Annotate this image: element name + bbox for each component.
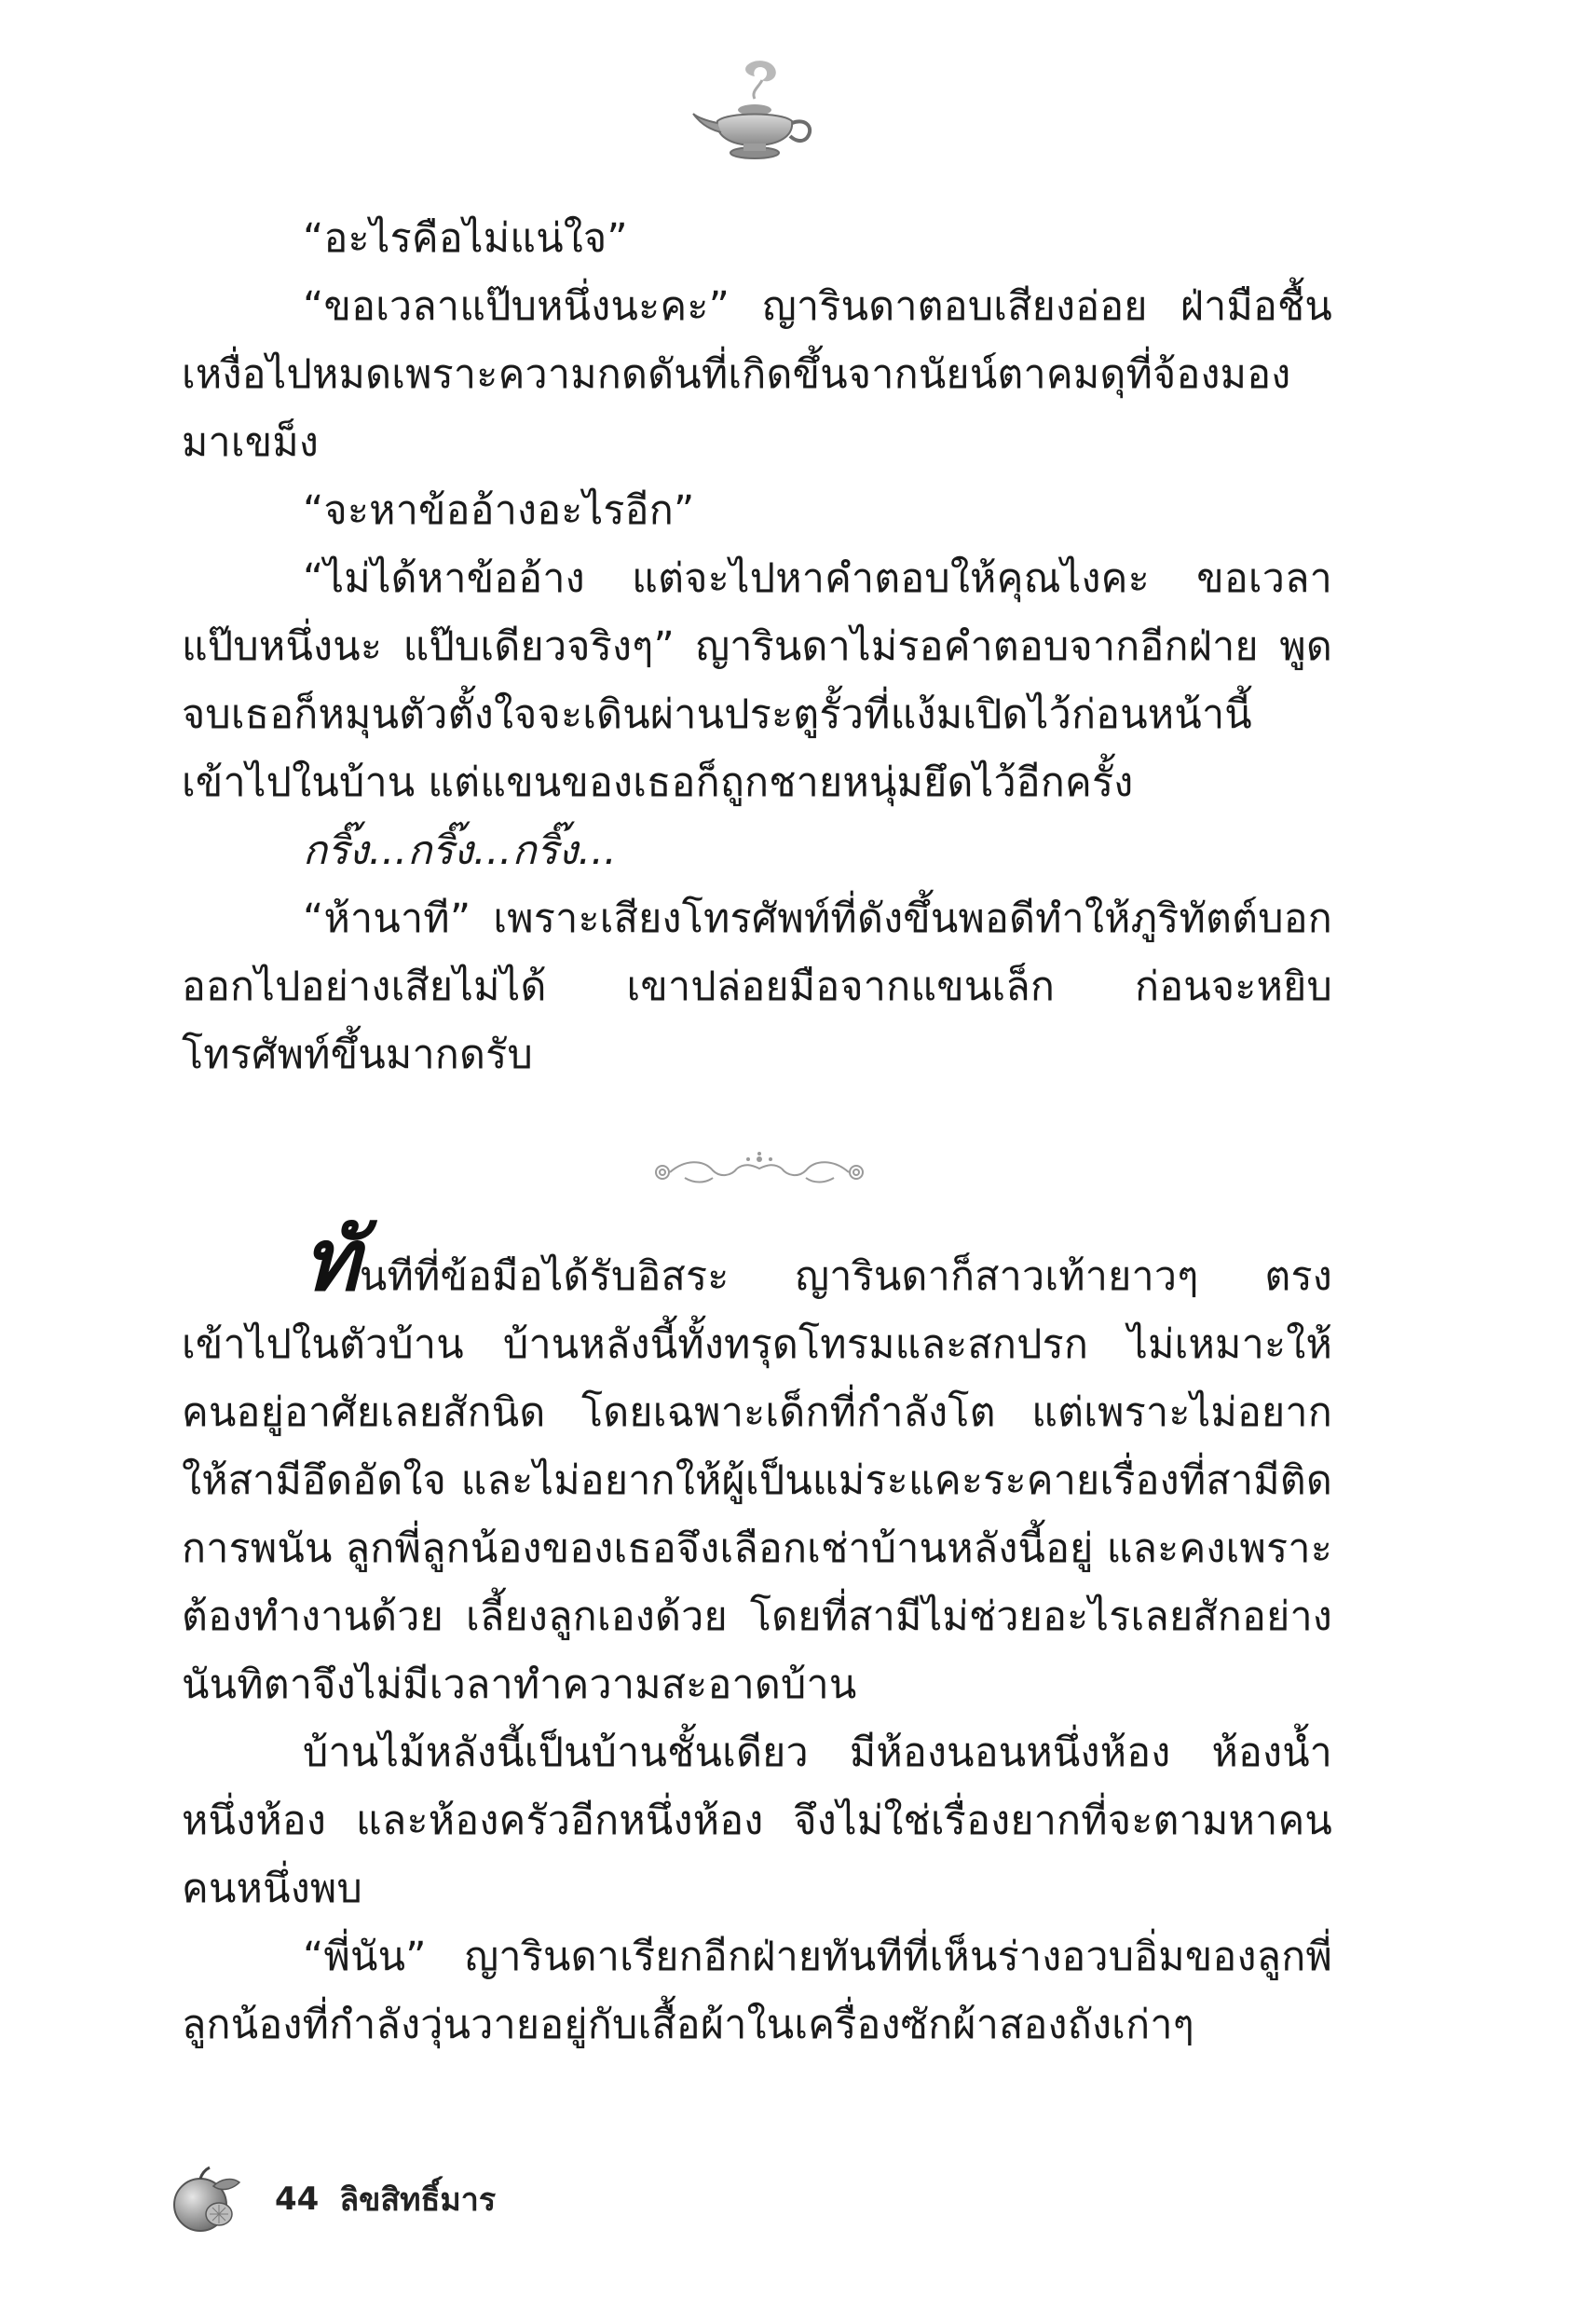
paragraph: “จะหาข้ออ้างอะไรอีก”	[303, 487, 695, 534]
fruit-icon	[163, 2162, 247, 2236]
genie-lamp-icon	[689, 56, 820, 168]
paragraph: บ้านไม้หลังนี้เป็นบ้านชั้นเดียว มีห้องนอนหนึ่งห้อง ห้องน้ำหนึ่งห้อง และห้องครัวอีกหนึ่งห้อง จึงไม่ใช่เรื่องยากที่จะตามหาคนคนหนึ่งพบ	[182, 1730, 1332, 1912]
paragraph: “พี่นัน” ญารินดาเรียกอีกฝ่ายทันทีที่เห็นร่างอวบอิ่มของลูกพี่ลูกน้องที่กำลังวุ่นวายอยู่กับเสื้อผ้าในเครื่องซักผ้าสองถังเก่าๆ	[182, 1934, 1332, 2048]
paragraph: “ห้านาที” เพราะเสียงโทรศัพท์ที่ดังขึ้นพอดีทำให้ภูริทัตต์บอกออกไปอย่างเสียไม่ได้ เขาปล่อยมือจากแขนเล็ก ก่อนจะหยิบโทรศัพท์ขึ้นมากดรับ	[182, 896, 1332, 1078]
dropcap: ทั	[303, 1210, 360, 1310]
paragraph-dropcap	[182, 1210, 1332, 1719]
page-footer	[163, 2162, 496, 2236]
book-title: ลิขสิทธิ์มาร	[339, 2181, 497, 2219]
paragraph-phone-ring: กริ๊ง...กริ๊ง...กริ๊ง...	[303, 827, 617, 874]
paragraph: “ไม่ได้หาข้ออ้าง แต่จะไปหาคำตอบให้คุณไงคะ ขอเวลาแป๊บหนึ่งนะ แป๊บเดียวจริงๆ” ญารินดาไม่รอคำตอบจากอีกฝ่าย พูดจบเธอก็หมุนตัวตั้งใจจะเดินผ่านประตูรั้วที่แง้มเปิดไว้ก่อนหน้านี้เข้าไปในบ้าน แต่แขนของเธอก็ถูกชายหนุ่มยึดไว้อีกครั้ง	[182, 555, 1332, 806]
paragraph: “ขอเวลาแป๊บหนึ่งนะคะ” ญารินดาตอบเสียงอ่อย ฝ่ามือชื้นเหงื่อไปหมดเพราะความกดดันที่เกิดขึ้นจากนัยน์ตาคมดุที่จ้องมองมาเขม็ง	[182, 283, 1332, 466]
ornamental-divider-icon	[648, 1146, 871, 1193]
text-section-a	[182, 205, 1332, 1089]
dropcap-paragraph-rest: นทีที่ข้อมือได้รับอิสระ ญารินดาก็สาวเท้ายาวๆ ตรงเข้าไปในตัวบ้าน บ้านหลังนี้ทั้งทรุดโทรมและสกปรก ไม่เหมาะให้คนอยู่อาศัยเลยสักนิด โดยเฉพาะเด็กที่กำลังโต แต่เพราะไม่อยากให้สามีอึดอัดใจ และไม่อยากให้ผู้เป็นแม่ระแคะระคายเรื่องที่สามีติดการพนัน ลูกพี่ลูกน้องของเธอจึงเลือกเช่าบ้านหลังนี้อยู่ และคงเพราะต้องทำงานด้วย เลี้ยงลูกเองด้วย โดยที่สามีไม่ช่วยอะไรเลยสักอย่าง นันทิตาจึงไม่มีเวลาทำความสะอาดบ้าน	[182, 1253, 1332, 1708]
text-section-b	[182, 1210, 1332, 2059]
paragraph: “อะไรคือไม่แน่ใจ”	[303, 215, 628, 262]
page-number: 44	[275, 2181, 320, 2218]
